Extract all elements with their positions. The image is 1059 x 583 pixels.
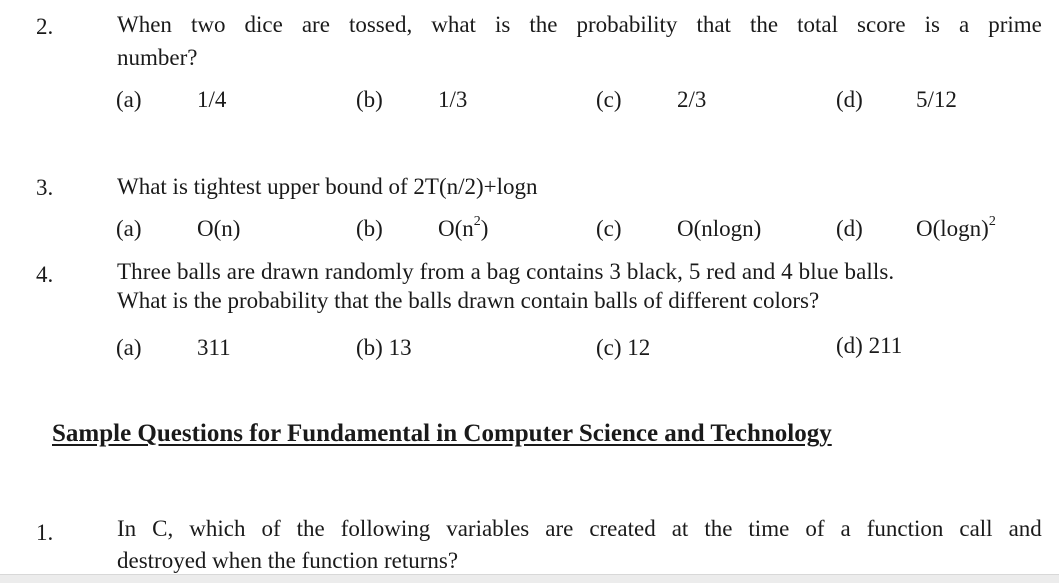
word: and [1008, 516, 1042, 541]
question-number: 4. [36, 262, 54, 287]
option-value: 2/3 [677, 87, 707, 112]
word: two [190, 12, 226, 37]
option-label: (b) [356, 335, 383, 360]
option-item [596, 332, 650, 363]
option-value-base: O(n [438, 216, 474, 241]
option-value: 12 [627, 335, 651, 360]
word: total [797, 12, 839, 37]
question-text-line2: What is the probability that the balls drawn contain balls of different colors? [117, 288, 820, 313]
option-label: (a) [116, 87, 142, 112]
question-text-line1 [117, 513, 1042, 544]
word: of [805, 516, 825, 541]
word: created [589, 516, 656, 541]
option-value: 311 [197, 335, 231, 360]
option-value-exponent: 2 [473, 214, 481, 230]
word: following [340, 516, 431, 541]
option-label: (d) [836, 216, 863, 241]
word: tossed, [348, 12, 413, 37]
word: function [866, 516, 944, 541]
option-value: O(nlogn) [677, 216, 762, 241]
word: is [924, 12, 940, 37]
question-text-line2: destroyed when the function returns? [117, 548, 459, 573]
question-number: 3. [36, 175, 54, 200]
word: of [261, 516, 281, 541]
question-text-line2: number? [117, 45, 198, 70]
question-text-line1: Three balls are drawn randomly from a bag contains 3 black, 5 red and 4 blue balls. [117, 259, 895, 284]
word: the [704, 516, 733, 541]
word: at [671, 516, 689, 541]
word: the [296, 516, 325, 541]
option-label: (c) [596, 216, 622, 241]
option-value: 5/12 [916, 87, 957, 112]
word: is [494, 12, 511, 37]
word: time [748, 516, 790, 541]
word: score [857, 12, 906, 37]
option-item [356, 332, 412, 363]
option-label: (a) [116, 335, 142, 360]
option-label: (c) [596, 87, 622, 112]
option-label: (c) [596, 335, 622, 360]
question-number: 1. [36, 520, 54, 545]
question-text-line1: What is tightest upper bound of 2T(n/2)+logn [117, 174, 538, 199]
word: a [840, 516, 851, 541]
option-label: (d) [836, 333, 863, 358]
word: probability [576, 12, 678, 37]
option-value: 211 [868, 333, 903, 358]
option-value-tail: ) [480, 216, 489, 241]
word: are [301, 12, 330, 37]
option-value-exponent: 2 [988, 214, 996, 230]
option-label: (d) [836, 87, 863, 112]
word: variables [446, 516, 530, 541]
question-text-line1 [117, 9, 1042, 40]
option-label: (b) [356, 87, 383, 112]
option-label: (a) [116, 216, 142, 241]
word: what [431, 12, 476, 37]
word: the [749, 12, 779, 37]
option-value: O(n) [197, 216, 241, 241]
section-heading: Sample Questions for Fundamental in Computer Science and Technology [52, 420, 832, 447]
word: a [958, 12, 970, 37]
word: C, [152, 516, 174, 541]
option-label: (b) [356, 216, 383, 241]
question-number: 2. [36, 14, 54, 39]
option-value [916, 213, 996, 244]
word: prime [988, 12, 1042, 37]
option-item [836, 330, 902, 361]
word: call [959, 516, 993, 541]
word: that [696, 12, 731, 37]
option-value: 13 [388, 335, 412, 360]
word: are [545, 516, 574, 541]
word: In [117, 516, 137, 541]
option-value [438, 213, 488, 244]
word: When [117, 12, 172, 37]
option-value: 1/4 [197, 87, 227, 112]
option-value-base: O(logn) [916, 216, 989, 241]
word: which [189, 516, 246, 541]
word: the [529, 12, 558, 37]
option-value: 1/3 [438, 87, 468, 112]
word: dice [244, 12, 283, 37]
